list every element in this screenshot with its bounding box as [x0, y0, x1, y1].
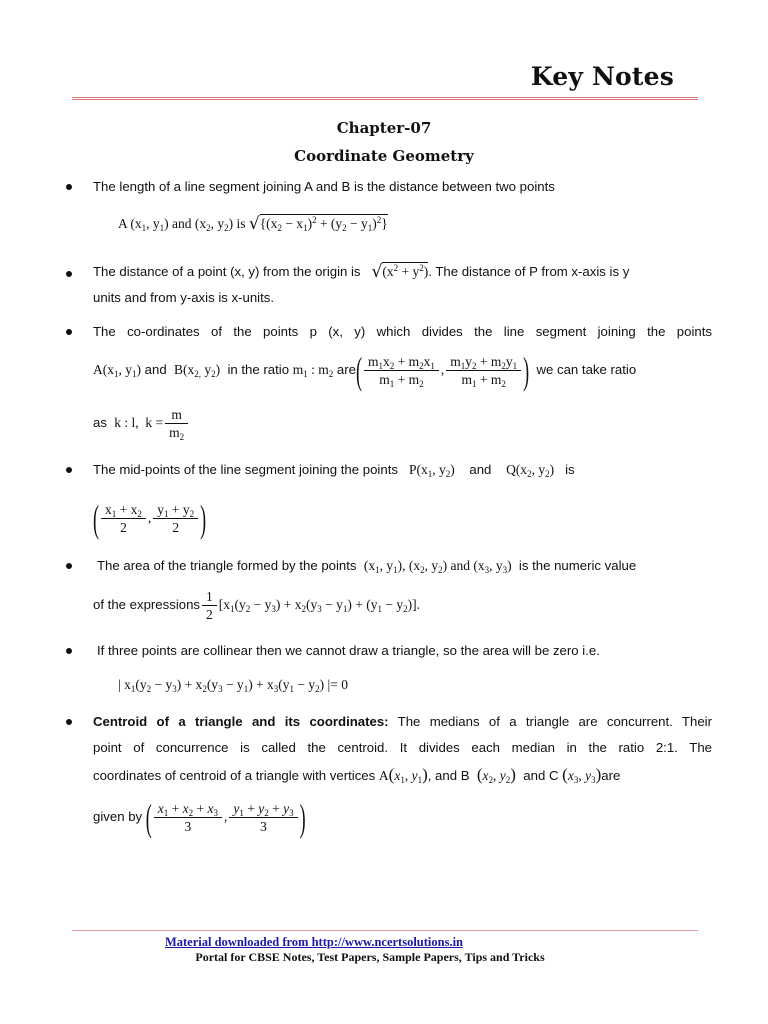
- note-text: The mid-points of the line segment joining the points: [93, 462, 398, 477]
- note-text: as: [93, 415, 107, 430]
- note-heading: Centroid of a triangle and its coordinates:: [93, 714, 389, 729]
- bullet-icon: [66, 563, 72, 569]
- bullet-icon: [66, 271, 72, 277]
- note-centroid-vertices: coordinates of centroid of a triangle with vertices $A(x_1$, $y_1$), and B ($x_2$, $y_2$) and C ($x_3$, $y_3)are$: [93, 765, 621, 785]
- footer-tagline: Portal for CBSE Notes, Test Papers, Sample Papers, Tips and Tricks: [195, 950, 545, 964]
- note-text: and: [469, 462, 492, 477]
- chapter-number: Chapter-07: [336, 119, 432, 137]
- chapter-title: Coordinate Geometry: [294, 147, 474, 165]
- note-midpoint: The mid-points of the line segment joining the points $P(x_1$, $y_2$) and $Q(x_2$, $y_2$) is: [93, 462, 575, 479]
- note-section-formula: The co-ordinates of the points p (x, y) which divides the line segment joining the points: [93, 324, 712, 339]
- note-text: and C: [523, 768, 559, 783]
- note-text: are: [601, 768, 621, 783]
- note-text: is the numeric value: [518, 558, 637, 573]
- note-text: coordinates of centroid of a triangle with vertices: [93, 768, 376, 783]
- bullet-icon: [66, 467, 72, 473]
- note-distance-origin: The distance of a point (x, y) from the origin is $√(x^2 + y^2)$. The distance of P from x-axis is y: [93, 262, 630, 282]
- header-title: Key Notes: [530, 62, 674, 91]
- note-text: . The distance of P from x-axis is y: [428, 264, 630, 279]
- note-text: units and from y-axis is x-units.: [93, 290, 275, 305]
- footer-divider: [72, 930, 698, 931]
- note-text: The distance of a point (x, y) from the origin is: [93, 264, 361, 279]
- header-divider: [72, 97, 698, 100]
- note-text: we can take ratio: [536, 362, 637, 377]
- bullet-icon: [66, 719, 72, 725]
- bullet-icon: [66, 648, 72, 654]
- formula-distance: A ($x_1$, $y_1$) and ($x_2$, $y_2$) is $√\{(x_2 - x_1)^2 + (y_2 - y_1)^2\}$: [118, 214, 388, 234]
- note-text: in the ratio: [227, 362, 290, 377]
- note-centroid: [93, 714, 712, 729]
- formula-ratio-k: as k : l, k = $\frac{m}{m_2}$: [93, 403, 190, 443]
- note-text: given by: [93, 809, 143, 824]
- note-text: is: [565, 462, 575, 477]
- note-text: , and B: [427, 768, 470, 783]
- note-text: are: [336, 362, 356, 377]
- bullet-icon: [66, 184, 72, 190]
- footer-link[interactable]: Material downloaded from http://www.ncertsolutions.in: [164, 935, 464, 949]
- bullet-icon: [66, 329, 72, 335]
- formula-section: $A(x_1$, $y_1$) and $B(x_{2,}$ $y_2$) in the ratio $m_1$ : $m_2$ are( $\frac{m_1x_2 + m_2x_1}{m_1 + m_2}$ , $\frac{m_1y_2 + m_2y_1}{m_1 + m_2}$ ) we can take ratio: [93, 349, 637, 392]
- note-triangle-area: The area of the triangle formed by the points ($x_1$, $y_1$), ($x_2$, $y_2$) and ($x_3$, $y_3$) is the numeric value: [97, 558, 637, 575]
- page-header: [72, 58, 698, 98]
- formula-area: of the expressions $\frac{1}{2}$ $[x_1(y_2 - y_3) + x_2(y_3 - y_1) + (y_1 - y_2)]$.: [93, 589, 420, 623]
- note-text: The medians of a triangle are concurrent. Their: [397, 714, 712, 729]
- formula-collinear: | $x_1(y_2 - y_3) + x_2(y_3 - y_1) + x_3(y_1 - y_2)$ |= 0: [118, 677, 348, 694]
- formula-midpoint: ( $\frac{x_1 + x_2}{2}$ , $\frac{y_1 + y_2}{2}$ ): [93, 497, 207, 540]
- note-distance-formula: The length of a line segment joining A and B is the distance between two points: [93, 179, 555, 194]
- note-collinear: If three points are collinear then we cannot draw a triangle, so the area will be zero i.e.: [97, 643, 600, 658]
- formula-centroid: given by ( $\frac{x_1 + x_2 + x_3}{3}$ , $\frac{y_1 + y_2 + y_3}{3}$ ): [93, 796, 306, 839]
- note-text: of the expressions: [93, 597, 201, 612]
- note-text: point of concurrence is called the centroid. It divides each median in the ratio 2:1. The: [93, 740, 712, 755]
- note-text: The area of the triangle formed by the points: [97, 558, 357, 573]
